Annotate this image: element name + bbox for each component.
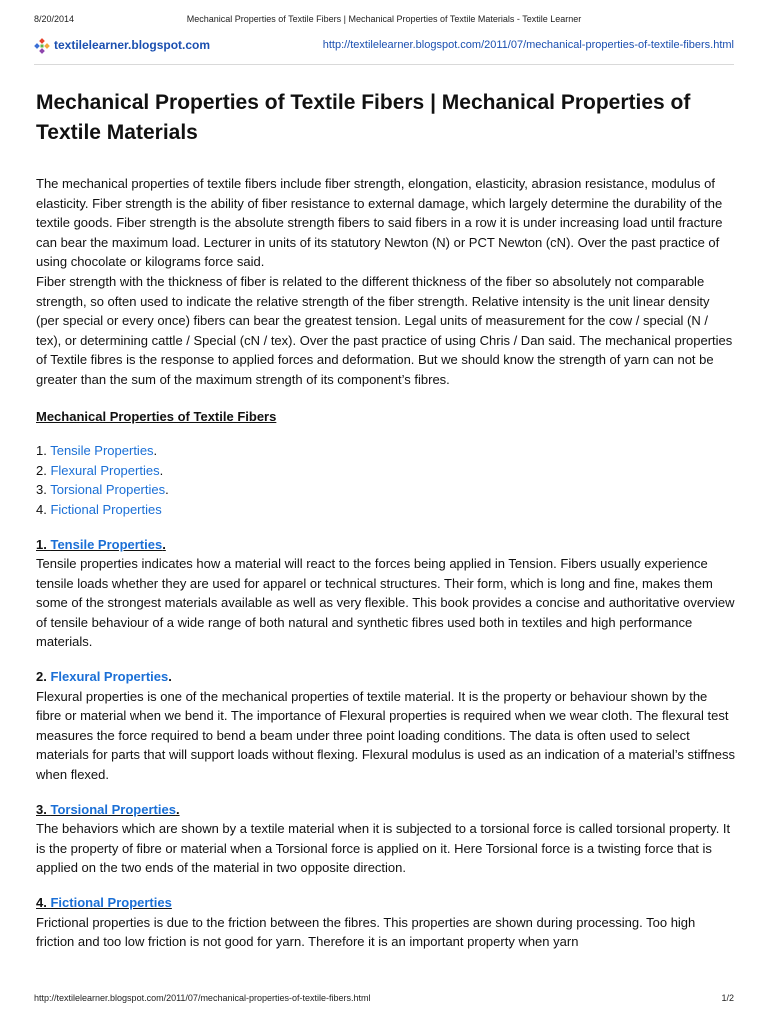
print-header	[0, 14, 768, 28]
toc-item: 3. Torsional Properties.	[36, 482, 169, 498]
section-torsional	[36, 800, 736, 878]
section-heading: 4. Fictional Properties	[36, 895, 172, 910]
header-divider	[34, 64, 734, 65]
section-tensile	[36, 535, 736, 653]
toc-item: 2. Flexural Properties.	[36, 462, 164, 478]
toc-link-tensile[interactable]: Tensile Properties	[50, 443, 154, 459]
site-bar	[34, 37, 734, 55]
toc-link-flexural[interactable]: Flexural Properties	[50, 462, 160, 478]
page-number: 1/2	[721, 993, 734, 1003]
toc-heading: Mechanical Properties of Textile Fibers	[36, 408, 277, 424]
section-text: The behaviors which are shown by a textile material when it is subjected to a torsional force is called torsional property. It is the property of fibre or material when a Torsional force is applied on it. Here Torsional force is a twisting force that is applied on the two ends of the material in two opposite direction.	[36, 821, 731, 876]
toc-item: 1. Tensile Properties.	[36, 443, 158, 459]
article-body	[36, 174, 736, 952]
section-heading: 3. Torsional Properties.	[36, 801, 180, 817]
print-date: 8/20/2014	[34, 14, 75, 24]
section-link-fictional[interactable]: Fictional Properties	[50, 895, 172, 910]
intro-paragraph: The mechanical properties of textile fibers include fiber strength, elongation, elasticity, abrasion resistance, modulus of elasticity. Fiber strength is the ability of fiber resistance to external damage, which largely determine the durability of the textile goods. Fiber strength is the absolute strength fibers to said fibers in a row it is under increasing load until fracture can bear the maximum load. Lecturer in units of its statutory Newton (N) or PCT Newton (cN). Over the past practice of using chocolate or kilograms force said.	[36, 176, 723, 270]
article-title: Mechanical Properties of Textile Fibers | Mechanical Properties of Textile Materials	[36, 91, 691, 144]
toc-item: 4. Fictional Properties	[36, 501, 162, 517]
article	[36, 88, 736, 952]
section-link-tensile[interactable]: Tensile Properties	[50, 536, 163, 552]
print-page-title: Mechanical Properties of Textile Fibers | Mechanical Properties of Textile Materials - Textile Learner	[186, 14, 582, 24]
toc-list	[36, 441, 736, 519]
section-link-flexural[interactable]: Flexural Properties	[50, 669, 169, 685]
section-link-torsional[interactable]: Torsional Properties	[50, 801, 176, 817]
footer-url: http://textilelearner.blogspot.com/2011/07/mechanical-properties-of-textile-fibers.html	[34, 993, 371, 1003]
intro-paragraph-2: Fiber strength with the thickness of fiber is related to the different thickness of the fiber so absolutely not comparable strength, so often used to indicate the relative strength of the fiber strength. Relative intensity is the unit linear density (per special or every once) fibers can bear the greatest tension. Legal units of measurement for the cow / special (N / tex), or determining cattle / Special (cN / tex). Over the past practice of using Chris / Dan said. The mechanical properties of Textile fibres is the response to applied forces and deformation. But we should know the strength of yarn can not be greater than the sum of the maximum strength of its component’s fibres.	[36, 273, 733, 387]
blogger-logo-icon	[34, 38, 50, 54]
section-text: Flexural properties is one of the mechanical properties of textile material. It is the property or behaviour shown by the fibre or material when we bend it. The importance of Flexural properties is required when we wear cloth. The flexural test measures the force required to bend a beam under three point loading conditions. The data is often used to select materials for parts that will support loads without flexing. Flexural modulus is used as an indication of a material’s stiffness when flexed.	[36, 688, 735, 783]
section-fictional	[36, 893, 736, 952]
site-name-link[interactable]: textilelearner.blogspot.com	[54, 38, 211, 52]
section-flexural	[36, 667, 736, 785]
section-text: Frictional properties is due to the friction between the fibres. This properties are shown during processing. Too high friction and too low friction is not good for yarn. Therefore it is an important property when yarn	[36, 914, 696, 950]
section-heading: 2. Flexural Properties.	[36, 669, 172, 685]
section-text: Tensile properties indicates how a material will react to the forces being applied in Tension. Fibers usually experience tensile loads whether they are used for apparel or technical structures. Their form, which is long and fine, makes them some of the strongest materials available as well as very flexible. This book provides a concise and authoritative overview of tensile behaviour of a wide range of both natural and synthetic fibres used both in textiles and high performance materials.	[36, 556, 735, 650]
section-heading: 1. Tensile Properties.	[36, 536, 166, 552]
toc-link-torsional[interactable]: Torsional Properties	[50, 482, 166, 498]
toc-link-fictional[interactable]: Fictional Properties	[50, 501, 162, 517]
page-url-link[interactable]: http://textilelearner.blogspot.com/2011/07/mechanical-properties-of-textile-fibers.html	[322, 39, 734, 51]
